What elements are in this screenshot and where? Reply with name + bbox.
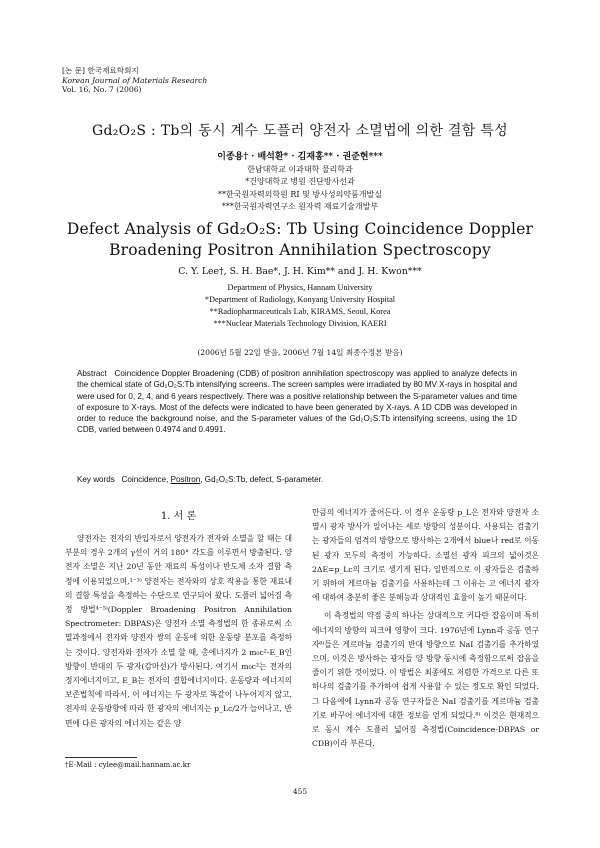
keywords-underlined: Positron xyxy=(170,475,201,484)
english-title-line: Broadening Positron Annihilation Spectroscopy xyxy=(109,241,491,259)
abstract xyxy=(77,368,517,436)
english-affiliation: **Radiopharmaceuticals Lab, KIRAMS, Seoul, Korea xyxy=(209,307,391,316)
keywords-label: Key words xyxy=(77,475,115,484)
abstract-label: Abstract xyxy=(77,369,107,378)
body-paragraph: 만큼의 에너지가 줄어든다. 이 경우 운동량 p_L은 전자와 양전자 소멸시 광자 방사가 일어나는 세로 방향의 성분이다. 사용되는 검출기는 광자들의 엄격의 방향으로 방사하는 2개에서 blue나 red로 이동된 광자 모두의 측정이 가능하다. 소멸선 광자 피크의 넓이것은 2ΔE=p_Lc의 크기로 생기게 된다. 일반적으로 이 광자들은 검출하기 위하여 게르마늄 검출기를 사용하는데 그 이유는 고 에너지 광자에 대하여 충분히 좋은 분해능과 상대적인 효율이 높기 때문이다. xyxy=(312,508,539,603)
footnote-email: †E-Mail : cylee@mail.hannam.ac.kr xyxy=(65,761,191,769)
section-title: 1. 서 론 xyxy=(160,511,197,522)
journal-category: [논 문] 한국재료학회지 xyxy=(62,66,139,75)
body-paragraph: 양전자는 전자의 반입자로서 양전자가 전자와 소멸을 할 때는 대부분의 경우 2개의 γ선이 거의 180° 각도를 이루면서 방출된다. 양전자 소멸은 지난 20년 동안 재료의 특성이나 반도체 소자 결함 측정에 이용되었으며,¹⁻³⁾ 양전자는 전자와의 상호 작용을 통한 재료내의 결함 특성을 측정하는 수단으로 연구되어 왔다. 도플러 넓어짐 측정 방법⁴⁻⁵⁾(Doppler Broadening Positron Annihilation Spectrometer: DBPAS)은 양전자 소멸 측정법의 한 종류로써 소멸과정에서 전자와 양전자 쌍의 운동에 의한 운동량 분포를 측정하는 것이다. 양전자와 전자가 소멸 할 때, 총에너지가 2 m₀c²-E_B인 방향이 반대의 두 광자(감마선)가 방사된다. 여기서 m₀c²는 전자의 정지에너지이고, E_B는 전자의 결합에너지이다. 운동량과 에너지의 보존법칙에 따라서, 이 에너지는 두 광자로 똑같이 나누어지지 않고, 전자의 운동방향에 따라 한 광자의 에너지는 p_Lc/2가 늘어나고, 반면에 다른 광자의 에너지는 같은 양 xyxy=(65,534,292,728)
english-title-line: Defect Analysis of Gd₂O₂S: Tb Using Coincidence Doppler xyxy=(66,220,534,238)
received-dates: (2006년 5월 22일 받음, 2006년 7월 14일 최종수정본 받음) xyxy=(197,348,403,357)
abstract-text: Coincidence Doppler Broadening (CDB) of positron annihilation spectroscopy was applied to analyze defects in the chemical state of Gd₂O₂S:Tb intensifying screens. The screen samples were irradiated by 80 MV X-rays in hospital and were used for 0, 2, 4, and 6 years respectively. There was a positive relationship between the S-parameter values and time of exposure to X-rays. Most of the defects were indicated to have been generated by X-rays. A 1D CDB was developed in order to reduce the background noise, and the S-parameter values of the Gd₂O₂S:Tb intensifying screens, using the 1D CDB, varied between 0.4974 and 0.4991. xyxy=(77,369,517,435)
keywords xyxy=(77,475,517,484)
english-affiliation: *Department of Radiology, Konyang University Hospital xyxy=(204,295,396,304)
journal-header xyxy=(62,66,207,95)
left-column xyxy=(65,511,292,731)
korean-affiliation: **한국원자력의학원 RI 및 방사성의약품개발실 xyxy=(218,189,382,199)
english-affiliations xyxy=(40,282,560,330)
english-affiliation: Department of Physics, Hannam University xyxy=(227,283,373,292)
korean-authors: 이종용† · 배석환* · 김재홍** · 권준현*** xyxy=(217,152,383,162)
keywords-after: , Gd₂O₂S:Tb, defect, S-parameter. xyxy=(200,475,324,484)
english-title xyxy=(40,219,560,261)
footnote-rule xyxy=(65,757,137,758)
keywords-before: Coincidence, xyxy=(121,475,169,484)
english-affiliation: ***Nuclear Materials Technology Division, KAERI xyxy=(213,319,387,328)
page-number: 455 xyxy=(292,787,308,796)
korean-affiliation: 한남대학교 이과대학 물리학과 xyxy=(247,165,353,174)
journal-name-en: Korean Journal of Materials Research xyxy=(62,75,208,85)
korean-affiliation: ***한국원자력연구소 원자력 재료기술개발부 xyxy=(221,201,379,211)
korean-title: Gd₂O₂S : Tb의 동시 계수 도플러 양전자 소멸법에 의한 결함 특성 xyxy=(92,123,508,139)
journal-volume: Vol. 16, No. 7 (2006) xyxy=(62,85,142,95)
english-authors: C. Y. Lee†, S. H. Bae*, J. H. Kim** and J. H. Kwon*** xyxy=(178,266,422,277)
right-column xyxy=(312,506,539,751)
korean-affiliations xyxy=(40,164,560,213)
korean-affiliation: *건양대학교 병원 진단방사선과 xyxy=(245,177,355,187)
body-paragraph: 이 측정법의 약점 중의 하나는 상대적으로 커다란 잡음이며 특히 에너지의 방향의 피크에 영향이 크다. 1976년에 Lynn과 공동 연구자⁶⁾들은 게르마늄 검출기의 반대 방향으로 NaI 검출기를 추가하였으며, 이것은 방사하는 광자들 양 방향 동시에 측정함으로써 잡음을 줄이기 위한 것이었다. 이 방법은 최종에도 저렴한 가격으로 다른 또 하나의 검출기를 추가하여 쉽게 사용할 수 있는 정도로 확인 되었다. 그 다음에에 Lynn과 공동 연구자들은 NaI 검출기를 게르마늄 검출기로 바꾸어 에너지에 대한 정보를 얻게 되었다.⁸⁾ 이것은 현재적으로 동시 계수 도플러 넓어짐 측정법(Coincidence-DBPAS or CDB)이라 부른다. xyxy=(312,611,539,749)
